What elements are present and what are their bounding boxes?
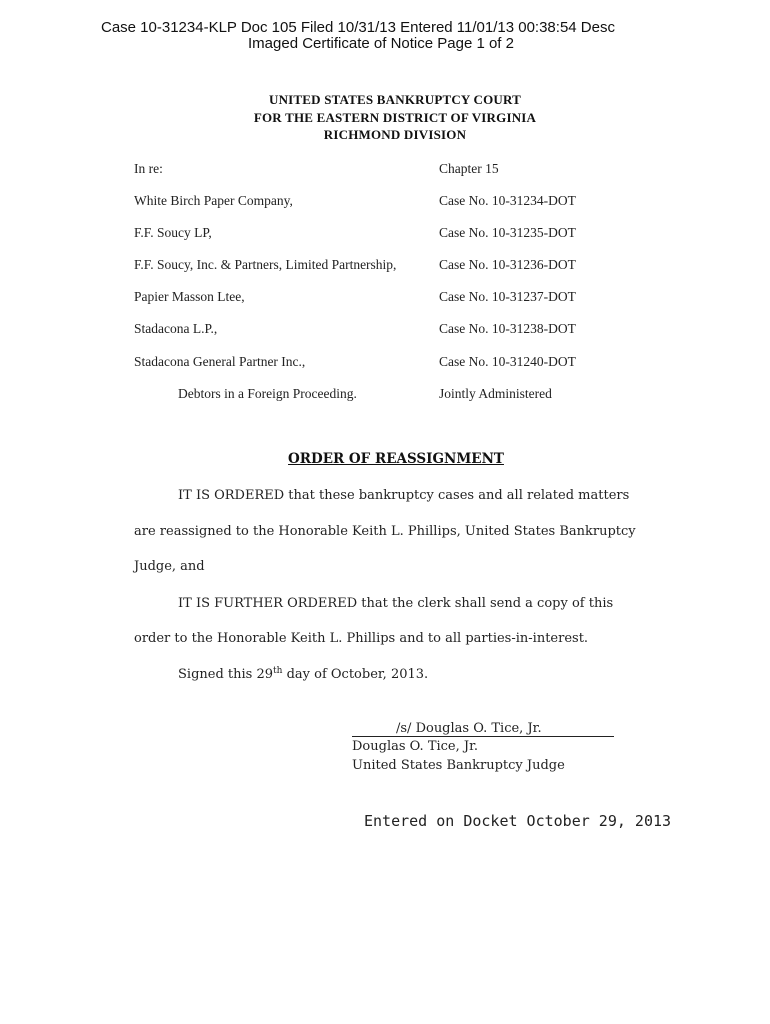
court-district: FOR THE EASTERN DISTRICT OF VIRGINIA [253,110,537,125]
signed-date-ordinal: th [273,666,283,676]
judge-name: Douglas O. Tice, Jr. [352,739,479,754]
party-name: White Birch Paper Company, [134,193,293,208]
party-case-number: Case No. 10-31237-DOT [439,289,576,304]
chapter-label: Chapter 15 [439,161,499,176]
jointly-administered-label: Jointly Administered [439,386,552,401]
signed-date-line [178,667,428,682]
party-case-number: Case No. 10-31240-DOT [439,354,576,369]
order-paragraph-2-line-1: IT IS FURTHER ORDERED that the clerk shall send a copy of this [178,596,614,611]
party-name: Papier Masson Ltee, [134,289,245,304]
court-name: UNITED STATES BANKRUPTCY COURT [269,92,521,107]
party-case-number: Case No. 10-31238-DOT [439,321,576,336]
signed-date-suffix: day of October, 2013. [282,667,429,682]
order-paragraph-1-line-1: IT IS ORDERED that these bankruptcy cases and all related matters [178,488,630,503]
court-division: RICHMOND DIVISION [323,127,467,142]
docket-entry-stamp: Entered on Docket October 29, 2013 [364,812,672,830]
electronic-signature: /s/ Douglas O. Tice, Jr. [396,721,542,736]
party-case-number: Case No. 10-31234-DOT [439,193,576,208]
order-paragraph-2-line-2: order to the Honorable Keith L. Phillips and to all parties-in-interest. [134,631,589,646]
party-name: Stadacona L.P., [134,321,218,336]
in-re-label: In re: [134,161,163,176]
order-paragraph-1-line-3: Judge, and [134,559,205,574]
party-case-number: Case No. 10-31235-DOT [439,225,576,240]
order-paragraph-1-line-2: are reassigned to the Honorable Keith L. Phillips, United States Bankruptcy [134,524,636,539]
party-name: F.F. Soucy LP, [134,225,212,240]
party-name: Stadacona General Partner Inc., [134,354,306,369]
judge-title: United States Bankruptcy Judge [352,758,565,773]
signed-date-prefix: Signed this 29 [178,667,274,682]
party-name: F.F. Soucy, Inc. & Partners, Limited Partnership, [134,257,397,272]
party-case-number: Case No. 10-31236-DOT [439,257,576,272]
filing-header-line2: Imaged Certificate of Notice Page 1 of 2 [248,35,514,52]
filing-header-line1: Case 10-31234-KLP Doc 105 Filed 10/31/13 Entered 11/01/13 00:38:54 Desc [101,19,615,36]
debtors-label: Debtors in a Foreign Proceeding. [178,386,357,401]
order-title: ORDER OF REASSIGNMENT [288,451,504,467]
